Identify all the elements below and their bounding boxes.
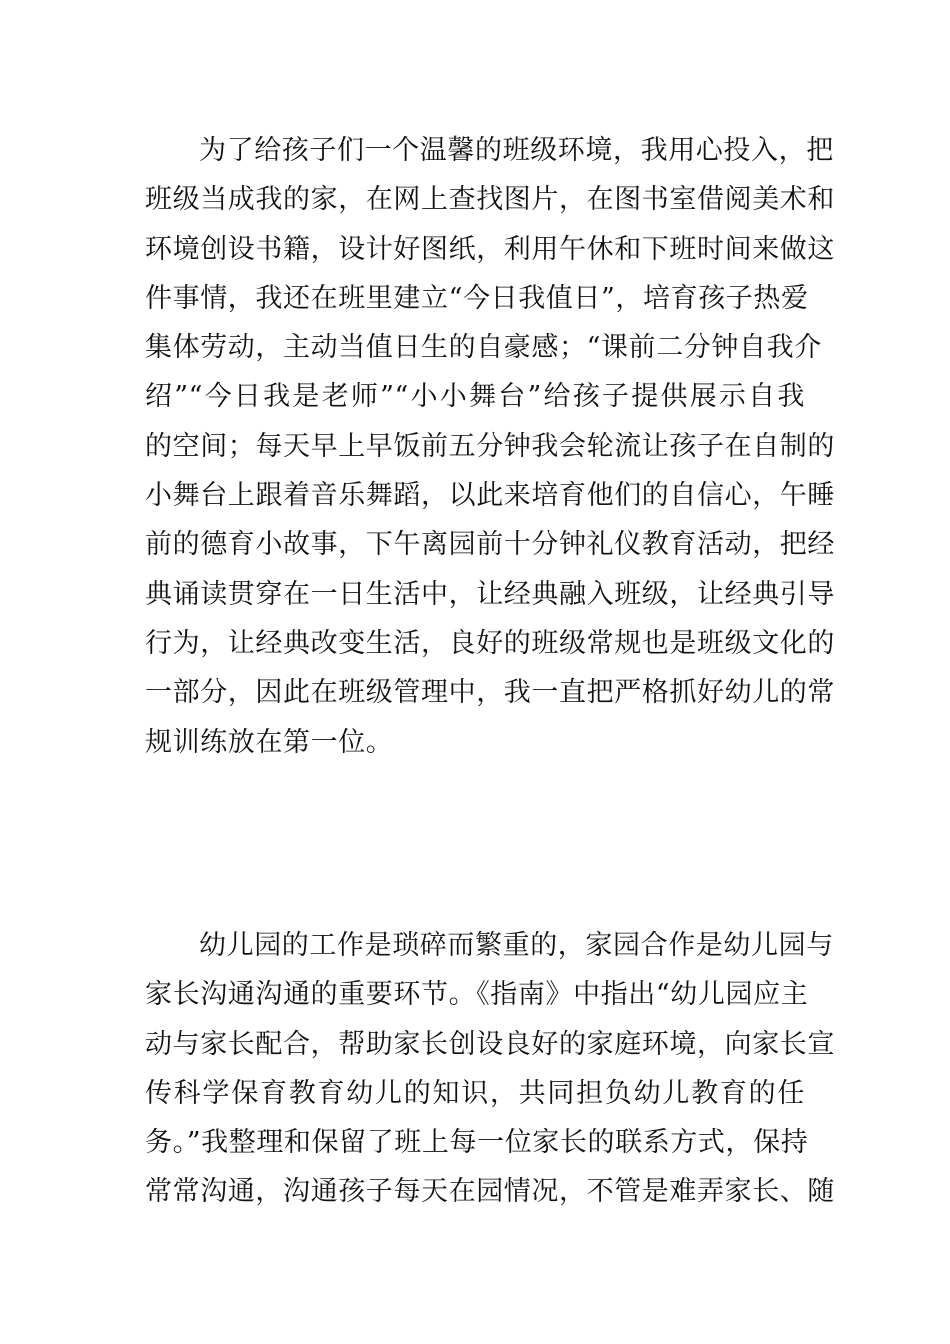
text-line: 传科学保育教育幼儿的知识，共同担负幼儿教育的任	[145, 1077, 805, 1109]
paragraph-home-school-cooperation	[145, 921, 835, 1217]
text-line: 动与家长配合，帮助家长创设良好的家庭环境，向家长宣	[145, 1028, 835, 1060]
text-line: 前的德育小故事，下午离园前十分钟礼仪教育活动，把经	[145, 529, 835, 561]
text-line: 务。”我整理和保留了班上每一位家长的联系方式，保持	[145, 1127, 809, 1159]
text-line: 典诵读贯穿在一日生活中，让经典融入班级，让经典引导	[145, 578, 835, 610]
text-line: 常常沟通，沟通孩子每天在园情况，不管是难弄家长、随	[145, 1176, 835, 1208]
text-line: 的空间；每天早上早饭前五分钟我会轮流让孩子在自制的	[145, 430, 835, 462]
text-line: 集体劳动，主动当值日生的自豪感；“课前二分钟自我介	[145, 332, 822, 364]
text-line: 行为，让经典改变生活，良好的班级常规也是班级文化的	[145, 627, 835, 659]
text-line: 幼儿园的工作是琐碎而繁重的，家园合作是幼儿园与	[199, 930, 834, 961]
text-line: 为了给孩子们一个温馨的班级环境，我用心投入，把	[199, 135, 834, 166]
text-line: 一部分，因此在班级管理中，我一直把严格抓好幼儿的常	[145, 677, 835, 709]
text-line: 班级当成我的家，在网上查找图片，在图书室借阅美术和	[145, 184, 835, 216]
text-line: 小舞台上跟着音乐舞蹈，以此来培育他们的自信心，午睡	[145, 480, 835, 512]
text-line: 绍”“今日我是老师”“小小舞台”给孩子提供展示自我	[145, 381, 805, 413]
paragraph-class-environment	[145, 126, 835, 767]
text-line: 规训练放在第一位。	[145, 726, 394, 758]
text-line: 件事情，我还在班里建立“今日我值日”，培育孩子热爱	[145, 282, 809, 314]
text-line: 环境创设书籍，设计好图纸，利用午休和下班时间来做这	[145, 233, 835, 265]
text-line: 家长沟通沟通的重要环节。《指南》中指出“幼儿园应主	[145, 979, 809, 1011]
